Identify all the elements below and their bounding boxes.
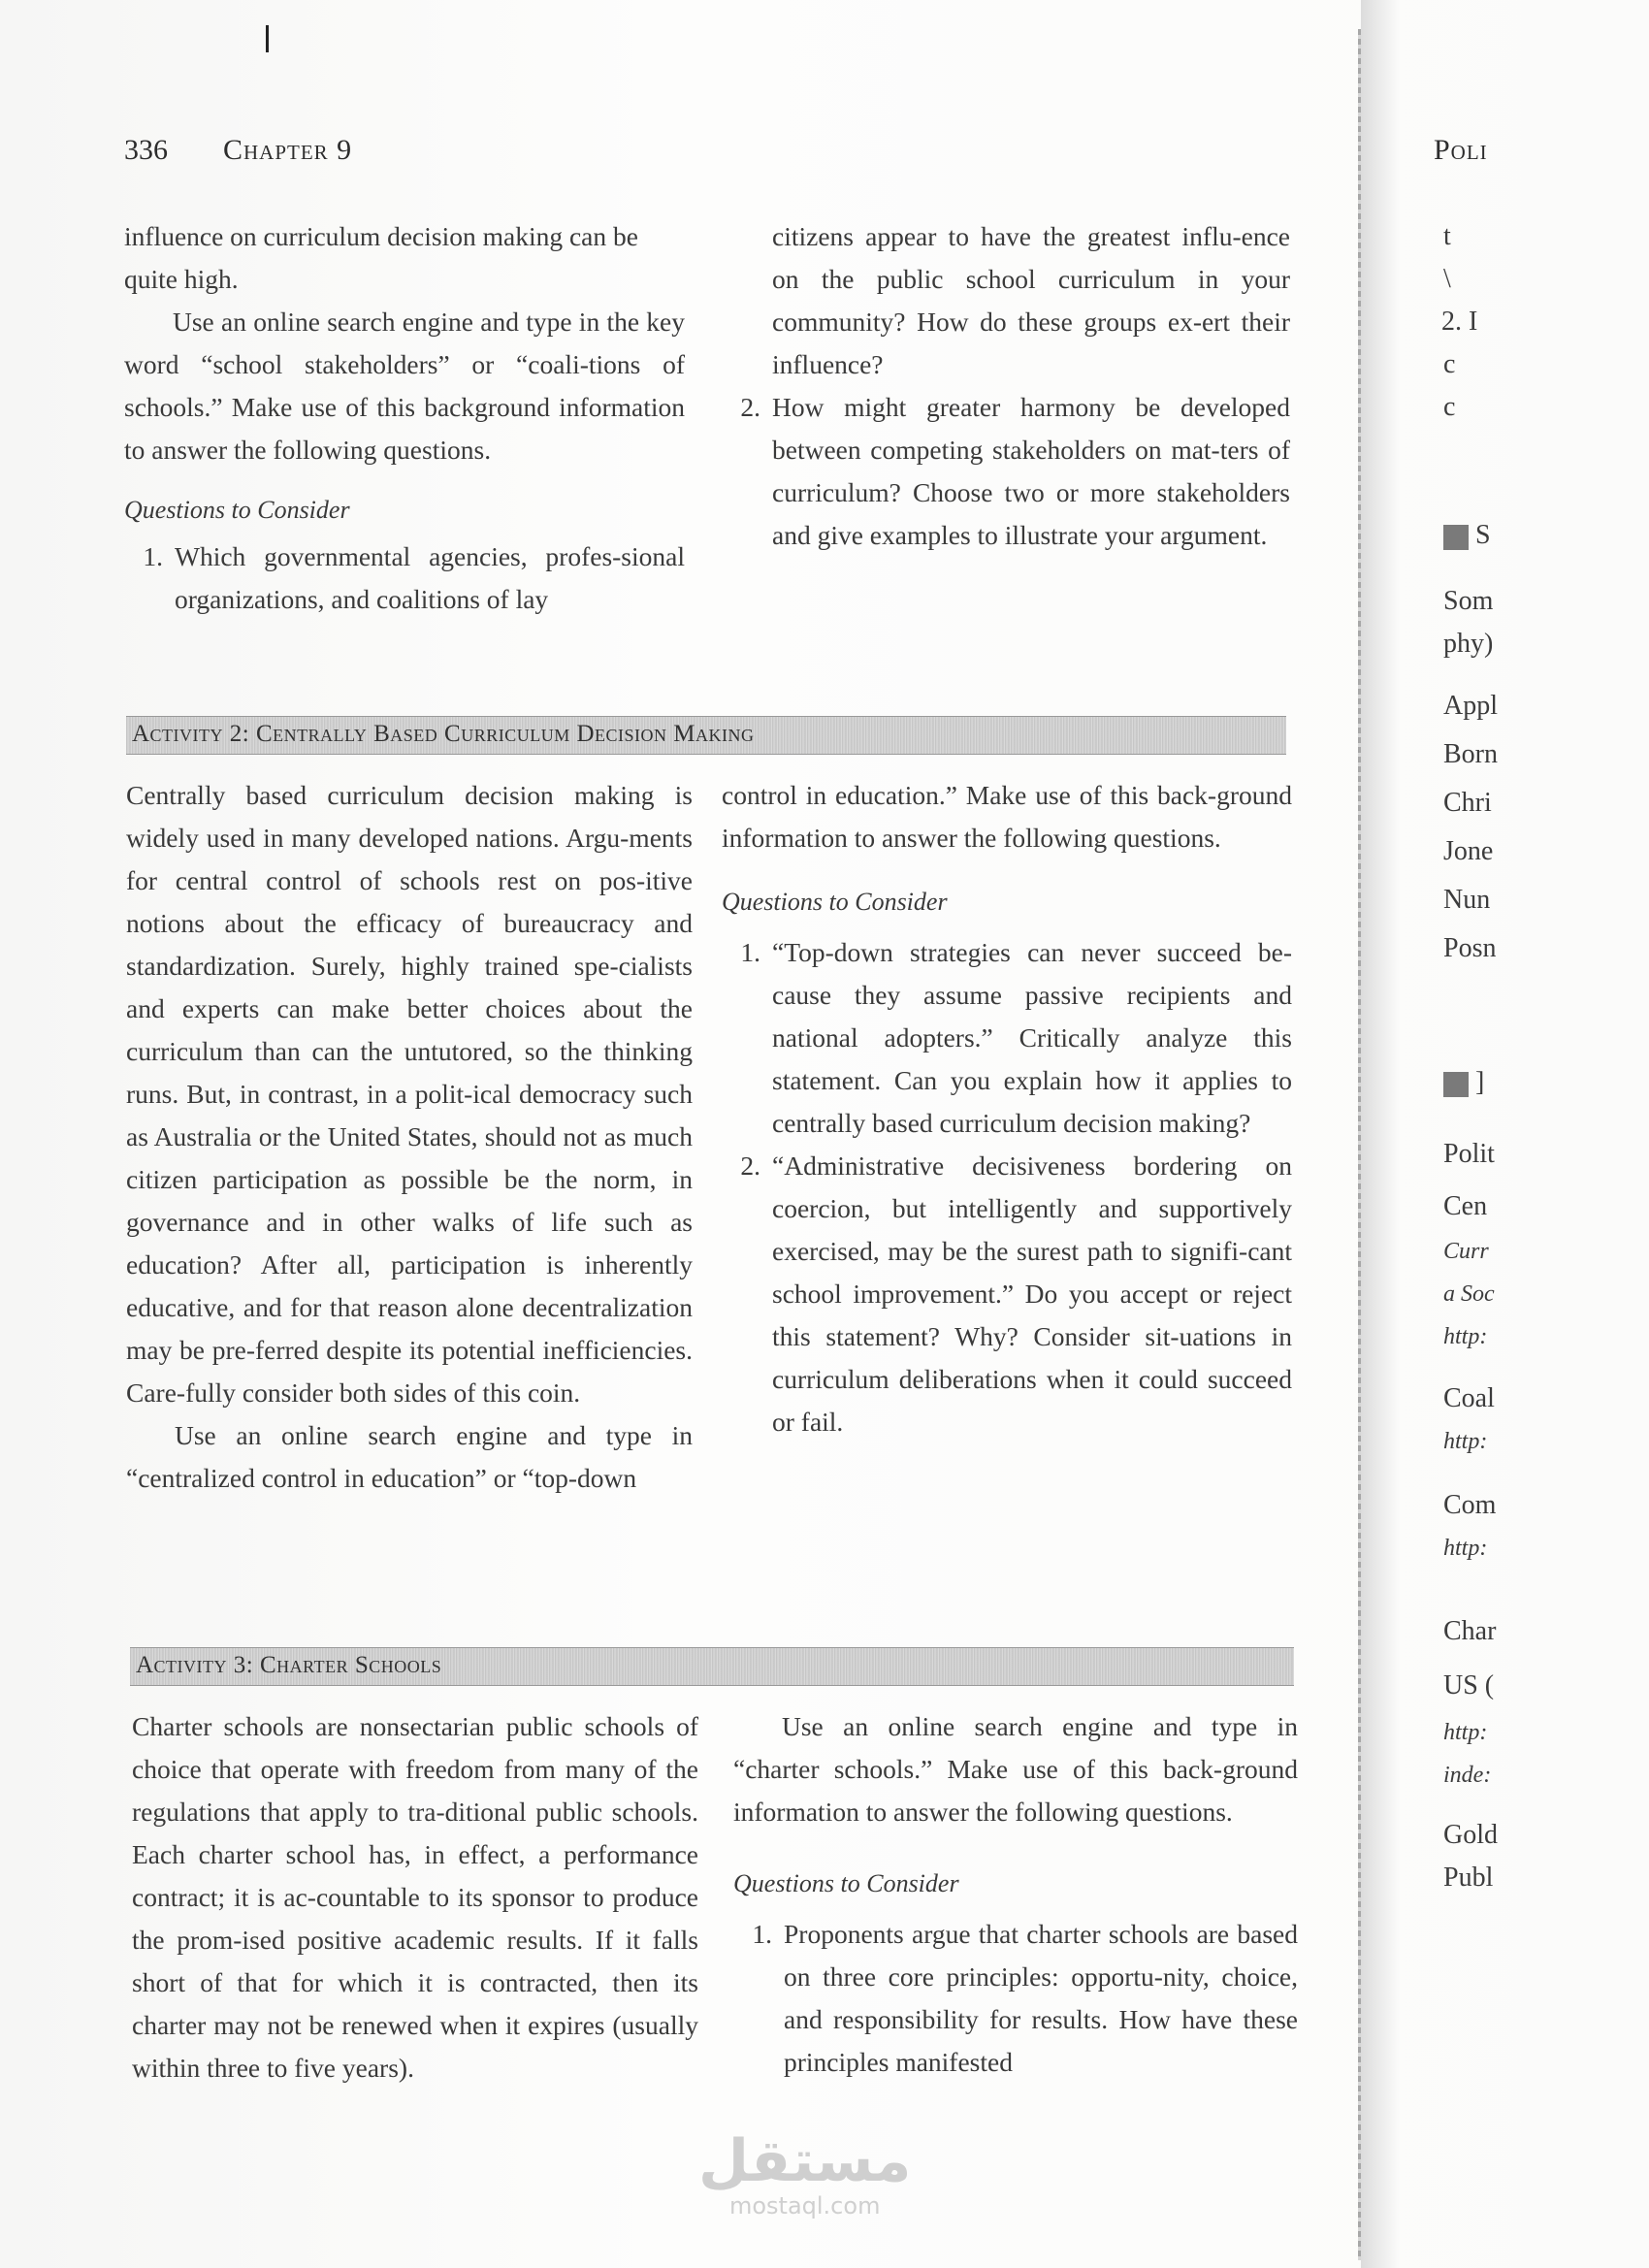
facing-page-fragment: Coal [1443, 1383, 1495, 1413]
activity-3-title: Activity 3: Charter Schools [136, 1652, 442, 1678]
facing-page-fragment: US ( [1443, 1670, 1495, 1701]
question-item [722, 1145, 1292, 1443]
facing-page-fragment: Gold [1443, 1820, 1498, 1850]
question-list [733, 1913, 1298, 2084]
activity-2-left-column [126, 774, 693, 1500]
questions-heading: Questions to Consider [722, 888, 948, 916]
chapter-heading: Chapter 9 [223, 134, 353, 166]
facing-page-fragment: a Soc [1443, 1281, 1495, 1307]
question-list [124, 535, 685, 621]
question-text: How might greater harmony be developed between competing stakeholders on mat-ters of curriculum? Choose two or more stakeholders and give examples to illustrate your argument. [772, 392, 1290, 550]
question-item [722, 215, 1290, 386]
facing-page-fragment: Born [1443, 739, 1498, 769]
facing-page-fragment: http: [1443, 1429, 1488, 1454]
facing-page-fragment: http: [1443, 1324, 1488, 1349]
paragraph: Use an online search engine and type in the key word “school stakeholders” or “coali-tions of schools.” Make use of this background information to answer the following questions. [124, 307, 685, 465]
facing-page-fragment: Som [1443, 586, 1494, 616]
facing-page-fragment: Curr [1443, 1239, 1489, 1264]
question-number: 1. [752, 1919, 772, 1949]
paragraph: influence on curriculum decision making can be quite high. [124, 221, 638, 294]
watermark-latin: mostaql.com [728, 2192, 881, 2219]
facing-page-header: Poli [1434, 134, 1488, 166]
facing-page-fragment: Appl [1443, 691, 1498, 721]
question-number: 2. [740, 392, 760, 422]
question-item [722, 931, 1292, 1145]
question-item [124, 535, 685, 621]
facing-page-fragment: phy) [1443, 629, 1494, 659]
questions-heading: Questions to Consider [124, 496, 350, 524]
facing-page-fragment: t [1443, 221, 1451, 251]
scan-mark [266, 25, 269, 52]
activity-3-right-column [733, 1705, 1298, 2084]
question-number: 1. [143, 541, 163, 571]
page-number: 336 [124, 134, 168, 166]
facing-page-fragment: Com [1443, 1490, 1497, 1520]
question-list [722, 931, 1292, 1443]
watermark-arabic: مستقل [698, 2127, 912, 2195]
question-number: 2. [740, 1150, 760, 1181]
facing-page-fragment: Nun [1443, 885, 1491, 915]
question-text: “Administrative decisiveness bordering on coercion, but intelligently and supportively exercised, may be the surest path to signifi-cant school improvement.” Do you accept or reject this statement? Why? Consider sit-uations in curriculum deliberations when it could succeed or fail. [772, 1150, 1292, 1437]
question-text: Which governmental agencies, profes-sional organizations, and coalitions of lay [175, 541, 685, 614]
paragraph: Charter schools are nonsectarian public schools of choice that operate with freedom from many of the regulations that apply to tra-ditional public schools. Each charter school has, in effect, a performance contract; it is ac-countable to its sponsor to produce the prom-ised positive academic results. If it falls short of that for which it is contracted, then its charter may not be renewed when it expires (usually within three to five years). [132, 1711, 698, 2083]
paragraph: control in education.” Make use of this back-ground information to answer the following questions. [722, 780, 1292, 853]
paragraph: Use an online search engine and type in “charter schools.” Make use of this back-ground information to answer the following questions. [733, 1711, 1298, 1827]
questions-heading: Questions to Consider [733, 1869, 959, 1897]
paragraph: Centrally based curriculum decision making is widely used in many developed nations. Argu-ments for central control of schools rest on pos-itive notions about the efficacy of bureaucracy and standardization. Surely, highly trained spe-cialists and experts can make better choices about the curriculum than can the untutored, so the thinking runs. But, in contrast, in a polit-ical democracy such as Australia or the United States, should not as much citizen participation as possible be the norm, in governance and in other walks of life such as education? After all, participation is inherently educative, and for that reason alone decentralization may be pre-ferred despite its potential inefficiencies. Care-fully consider both sides of this coin. [126, 780, 693, 1408]
activity-3-left-column [132, 1705, 698, 2090]
facing-page-fragment: inde: [1443, 1763, 1492, 1788]
facing-page-fragment: Jone [1443, 836, 1494, 866]
activity-3-banner [130, 1647, 1294, 1686]
facing-page-fragment: Posn [1443, 933, 1497, 963]
facing-page-fragment: c [1443, 392, 1456, 422]
question-item [733, 1913, 1298, 2084]
facing-page-fragment: Chri [1443, 788, 1492, 818]
question-text: “Top-down strategies can never succeed be-cause they assume passive recipients and national adopters.” Critically analyze this statement. Can you explain how it applies to centrally based curriculum decision making? [772, 937, 1292, 1138]
activity-2-title: Activity 2: Centrally Based Curriculum Decision Making [132, 721, 755, 747]
square-bullet-icon [1443, 1072, 1469, 1097]
square-bullet-icon [1443, 525, 1469, 550]
question-list [722, 215, 1290, 557]
facing-page-fragment: http: [1443, 1720, 1488, 1745]
question-number: 1. [740, 937, 760, 967]
question-text: citizens appear to have the greatest influ-ence on the public school curriculum in your community? How do these groups ex-ert their influence? [772, 221, 1290, 379]
top-right-column [722, 215, 1290, 557]
watermark-logo [698, 2127, 912, 2219]
facing-page-heading: ] [1443, 1061, 1484, 1104]
book-gutter [1358, 29, 1361, 2260]
facing-page-fragment: http: [1443, 1536, 1488, 1561]
activity-2-banner [126, 716, 1286, 755]
facing-page-fragment: Cen [1443, 1191, 1488, 1221]
question-item [722, 386, 1290, 557]
facing-page-fragment: Polit [1443, 1139, 1495, 1169]
facing-page-heading: S [1443, 514, 1491, 557]
paragraph: Use an online search engine and type in “centralized control in education” or “top-down [126, 1420, 693, 1493]
question-text: Proponents argue that charter schools are based on three core principles: opportu-nity, choice, and responsibility for results. How have these principles manifested [784, 1919, 1298, 2077]
facing-page-fragment: c [1443, 349, 1456, 379]
facing-page-fragment: Char [1443, 1616, 1497, 1646]
facing-page-fragment: Publ [1443, 1863, 1494, 1893]
facing-page-fragment: 2. I [1441, 307, 1478, 337]
top-left-column [124, 215, 685, 621]
activity-2-right-column [722, 774, 1292, 1443]
facing-page-fragment: \ [1443, 264, 1451, 294]
book-gutter-shadow [1361, 0, 1400, 2268]
